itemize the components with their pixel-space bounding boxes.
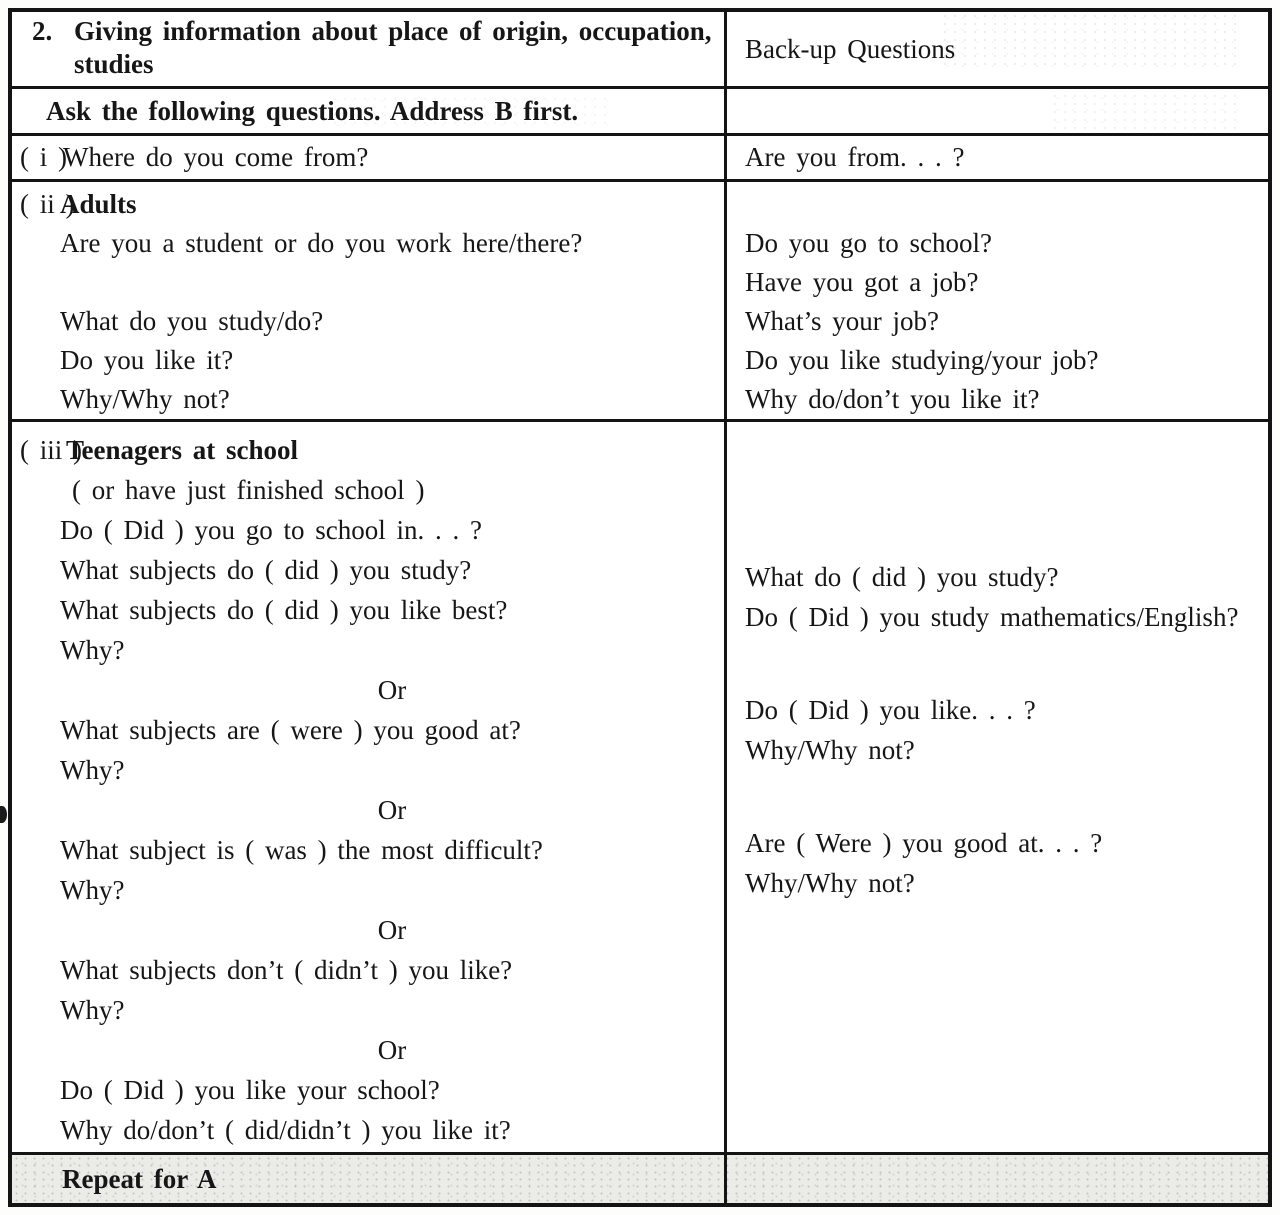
- adults-question: Why/Why not?: [60, 384, 230, 414]
- footer-text: Repeat for A: [62, 1164, 217, 1194]
- cell-adults-questions: [12, 182, 727, 419]
- table-row-adults: [12, 182, 1268, 422]
- adults-backup: What’s your job?: [745, 306, 939, 336]
- topic-text-2: studies: [74, 49, 154, 79]
- teenagers-backup: What do ( did ) you study?: [745, 562, 1059, 592]
- blank-gap: [745, 770, 1268, 823]
- teenagers-question: What subjects don’t ( didn’t ) you like?: [60, 955, 513, 985]
- adults-prefix: ( ii ): [20, 189, 75, 219]
- or-separator: Or: [377, 1035, 407, 1065]
- teenagers-subtitle: ( or have just finished school ): [72, 475, 425, 505]
- cell-backup-header: [727, 12, 1268, 86]
- teenagers-question: Why?: [60, 635, 125, 665]
- teenagers-backup: Do ( Did ) you study mathematics/English?: [745, 602, 1239, 632]
- table-row-origin: [12, 136, 1268, 182]
- teenagers-backup: Why/Why not?: [745, 735, 915, 765]
- teenagers-title: Teenagers at school: [66, 435, 298, 465]
- teenagers-prefix: ( iii ): [20, 435, 82, 465]
- topic-title-line1: [20, 15, 724, 48]
- teenagers-backup: Are ( Were ) you good at. . . ?: [745, 828, 1103, 858]
- adults-backup: Do you like studying/your job?: [745, 345, 1099, 375]
- blank-gap: [745, 637, 1268, 690]
- teenagers-backup: Why/Why not?: [745, 868, 915, 898]
- adults-question: Do you like it?: [60, 345, 234, 375]
- origin-question-line: [20, 136, 724, 179]
- cell-origin-question: [12, 136, 727, 179]
- or-separator: Or: [377, 675, 407, 705]
- topic-text-1: Giving information about place of origin, occupation,: [74, 16, 712, 46]
- teenagers-question: Why?: [60, 875, 125, 905]
- teenagers-question: Why?: [60, 755, 125, 785]
- adults-question: What do you study/do?: [60, 306, 324, 336]
- teenagers-question: What subject is ( was ) the most difficult?: [60, 835, 543, 865]
- adults-backup: Do you go to school?: [745, 228, 992, 258]
- cell-teenagers-backups: [727, 422, 1268, 1152]
- blank-line: [60, 263, 724, 302]
- cell-adults-backups: [727, 182, 1268, 419]
- teenagers-question: What subjects do ( did ) you like best?: [60, 595, 508, 625]
- scan-artifact-mark: [0, 806, 7, 823]
- adults-backup: Why do/don’t you like it?: [745, 384, 1040, 414]
- table-row-instruction: [12, 89, 1268, 136]
- origin-backup-text: Are you from. . . ?: [745, 142, 965, 172]
- adults-title-line: [20, 185, 724, 224]
- table-row-footer: [12, 1155, 1268, 1203]
- teenagers-question: What subjects are ( were ) you good at?: [60, 715, 521, 745]
- cell-teenagers-questions: [12, 422, 727, 1152]
- teenagers-question: Do ( Did ) you go to school in. . . ?: [60, 515, 482, 545]
- origin-question-text: Where do you come from?: [63, 142, 369, 172]
- cell-footer: [12, 1155, 727, 1203]
- instruction-text: Ask the following questions. Address B first.: [46, 96, 579, 126]
- cell-footer-empty: [727, 1155, 1268, 1203]
- topic-number: 2.: [32, 16, 53, 46]
- teenagers-title-line: [20, 430, 724, 470]
- cell-instruction: [12, 89, 727, 133]
- adults-backup: Have you got a job?: [745, 267, 979, 297]
- or-separator: Or: [377, 915, 407, 945]
- teenagers-question: What subjects do ( did ) you study?: [60, 555, 472, 585]
- table-row-teenagers: [12, 422, 1268, 1155]
- table-row-topic: [12, 12, 1268, 89]
- adults-title: Adults: [60, 189, 137, 219]
- teenagers-question: Why do/don’t ( did/didn’t ) you like it?: [60, 1115, 511, 1145]
- cell-topic: [12, 12, 727, 86]
- origin-prefix: ( i ): [20, 142, 67, 172]
- teenagers-backup: Do ( Did ) you like. . . ?: [745, 695, 1036, 725]
- adults-question: Are you a student or do you work here/there?: [60, 228, 583, 258]
- teenagers-question: Do ( Did ) you like your school?: [60, 1075, 440, 1105]
- or-separator: Or: [377, 795, 407, 825]
- interview-questions-table: [8, 8, 1272, 1207]
- backup-header-label: Back-up Questions: [745, 34, 956, 64]
- teenagers-question: Why?: [60, 995, 125, 1025]
- cell-origin-backup: [727, 136, 1268, 179]
- cell-instruction-backup-empty: [727, 89, 1268, 133]
